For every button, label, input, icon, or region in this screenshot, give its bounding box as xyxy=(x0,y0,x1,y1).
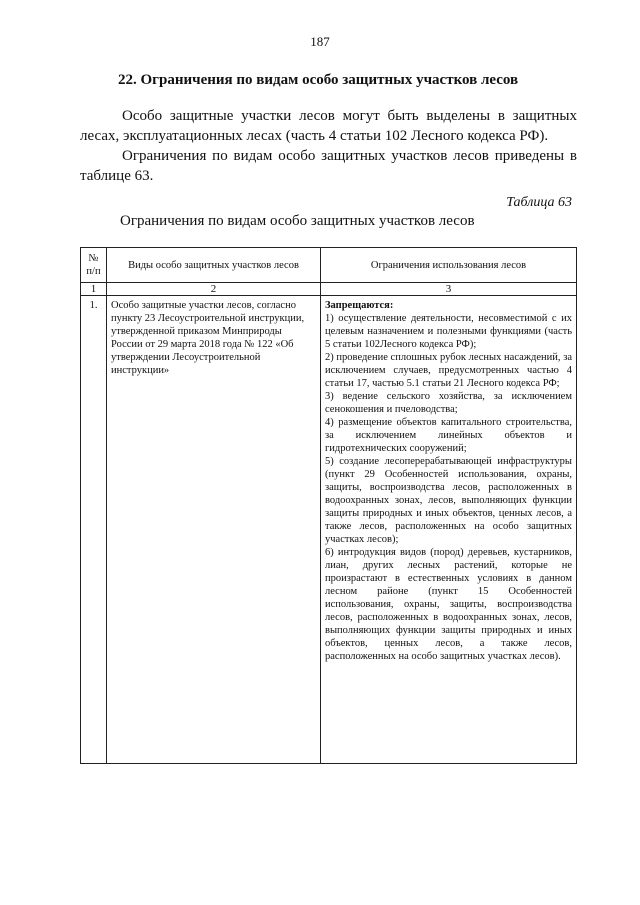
row-number: 1. xyxy=(81,296,107,764)
header-type: Виды особо защитных участков лесов xyxy=(107,248,321,283)
paragraph-2: Ограничения по видам особо защитных участков лесов приведены в таблице 63. xyxy=(80,148,577,184)
row-type: Особо защитные участки лесов, согласно пункту 23 Лесоустроительной инструкции, утвержденной приказом Минприроды России от 29 марта 2018 года № 122 «Об утверждении Лесоустроительной инструкции» xyxy=(107,296,321,764)
header-restrictions: Ограничения использования лесов xyxy=(321,248,577,283)
restriction-item: 4) размещение объектов капитального строительства, за исключением линейных объектов и гидротехнических сооружений; xyxy=(325,417,572,454)
table-header-row xyxy=(81,248,577,283)
restrictions-title: Запрещаются: xyxy=(325,300,394,311)
table-label: Таблица 63 xyxy=(506,195,572,210)
restriction-item: 1) осуществление деятельности, несовместимой с их целевым назначением и полезными функциями (часть 5 статьи 102Лесного кодекса РФ); xyxy=(325,313,572,350)
restriction-item: 5) создание лесоперерабатывающей инфраструктуры (пункт 29 Особенностей использования, охраны, защиты, воспроизводства лесов, расположенных в водоохранных зонах, лесов, выполняющих функции защиты природных и иных объектов, ценных лесов, а также лесов, расположенных на особо защитных участках лесов); xyxy=(325,456,572,545)
header-number: № п/п xyxy=(81,248,107,283)
restriction-item: 3) ведение сельского хозяйства, за исключением сенокошения и пчеловодства; xyxy=(325,391,572,415)
column-number: 2 xyxy=(107,283,321,296)
column-number: 3 xyxy=(321,283,577,296)
table-title: Ограничения по видам особо защитных участков лесов xyxy=(120,213,475,229)
row-restrictions xyxy=(321,296,577,764)
column-number-row xyxy=(81,283,577,296)
table-row xyxy=(81,296,577,764)
column-number: 1 xyxy=(81,283,107,296)
restriction-item: 2) проведение сплошных рубок лесных насаждений, за исключением случаев, предусмотренных частью 4 статьи 17, частью 5.1 статьи 21 Лесного кодекса РФ; xyxy=(325,352,572,389)
restrictions-table xyxy=(80,247,577,764)
page-number: 187 xyxy=(310,34,330,49)
restriction-item: 6) интродукция видов (пород) деревьев, кустарников, лиан, других лесных растений, которые не произрастают в естественных условиях в данном лесном районе (пункт 15 Особенностей использования, охраны, защиты, воспроизводства лесов, расположенных в водоохранных зонах, лесов, выполняющих функции защиты природных и иных объектов, ценных лесов, а также лесов, расположенных на особо защитных участках лесов). xyxy=(325,547,572,662)
section-heading: 22. Ограничения по видам особо защитных участков лесов xyxy=(118,72,519,88)
paragraph-1: Особо защитные участки лесов могут быть выделены в защитных лесах, эксплуатационных лесах (часть 4 статьи 102 Лесного кодекса РФ). xyxy=(80,108,577,144)
